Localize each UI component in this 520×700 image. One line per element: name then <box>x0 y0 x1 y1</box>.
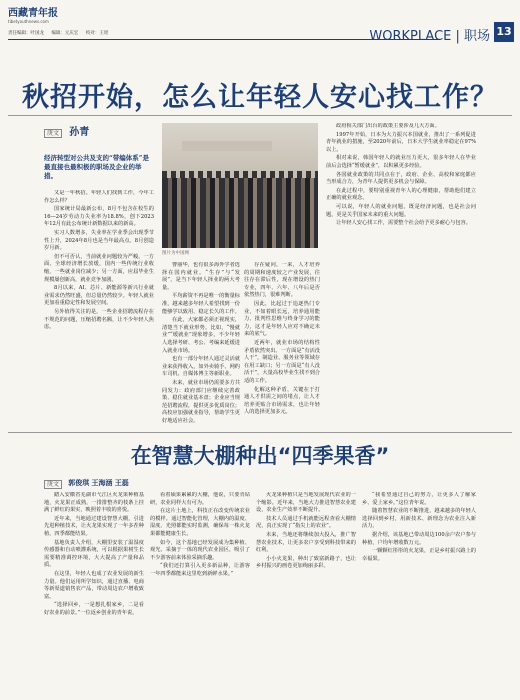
paragraph: 8月以来，AI、芯片、新能源等新兴行业就业需求仍然旺盛，但总量仍然较少。年轻人就业更加看重稳定性和发展空间。 <box>44 285 154 307</box>
paragraph: 在这里，年轻人也成了农业发展的新生力量。他们运用所学知识，通过直播、电商等新渠道销售农产品，带动周边农户增收致富。 <box>44 570 144 600</box>
article1-author: 孙青 <box>69 127 90 138</box>
paragraph: 让年轻人安心找工作，需要整个社会给予更多耐心与包容。 <box>336 220 471 227</box>
article2-author-2: 王海涵 <box>91 479 113 487</box>
paragraph: 近年来，当地通过建设智慧大棚，引进先进种植技术，让火龙果实现了一年多茬种植，四季都能结果。 <box>44 515 144 537</box>
proof-credit: 校对：王瑶 <box>85 31 109 36</box>
paragraph: 一颗颗红彤彤的火龙果，正是乡村振兴路上的幸福果。 <box>362 548 476 562</box>
paragraph: 看着硕果累累的大棚，他说，只要肯钻研，农业同样大有可为。 <box>150 492 250 506</box>
paragraph: 基地负责人介绍，大棚里安装了温湿度传感器和自动喷灌系统，可以根据果树生长需要精准调控环境，大大提高了产量和品质。 <box>44 539 144 569</box>
paragraph: “我们还打算引入更多新品种，让游客一年四季都能来这里吃到新鲜水果。” <box>150 563 250 577</box>
paragraph: 但不可否认，当前就业问题较为严峻。一方面，全球经济增长放缓，国内一些传统行业收缩，一些就业岗位减少；另一方面，应届毕业生规模屡创新高，就业竞争加剧。 <box>44 253 154 283</box>
article2-col3 <box>256 492 356 692</box>
article2-headline: 在智慧大棚种出“四季果香” <box>130 444 390 468</box>
paragraph: 在这片土地上，科技正在改变传统农业的模样。通过智能化管理，大棚内的温度、湿度、光照都能实时监测，确保每一株火龙果都能健康生长。 <box>150 508 250 537</box>
article2-tag: 庚文 <box>44 480 62 489</box>
paragraph: 小小火龙果，种出了致富新路子，也让乡村振兴的画卷更加绚丽多彩。 <box>256 555 356 570</box>
paragraph: “选择回乡，一是想扎根家乡，二是看好农业的前景。”一位返乡创业的青年说。 <box>44 602 144 616</box>
paragraph: 据介绍，该基地已带动周边100余户农户参与种植，户均年增收数万元。 <box>362 531 476 546</box>
paragraph: 因此，比起过于追逐热门专业，不如着眼长远，培养通用能力、批判性思维与终身学习的能力，这才是年轻人应对不确定未来的底气。 <box>244 300 320 338</box>
edition-meta <box>8 30 114 36</box>
article2-author-3: 王磊 <box>114 479 129 487</box>
photo-caption: 图片为中国网 <box>162 251 189 256</box>
paragraph: 火龙果种植只是当地发展现代农业的一个缩影。近年来，当地大力推进智慧农业建设，农业生产效率不断提升。 <box>256 492 356 514</box>
article2-col1 <box>44 492 144 692</box>
newspaper-name: 西藏青年报 <box>8 8 58 19</box>
paragraph: 各国就业政策的共同点在于，政府、企业、高校和家庭都应当形成合力，为青年人提供更多机会与保障。 <box>326 171 476 186</box>
article1-col1 <box>44 190 154 425</box>
paragraph: 曹丽华，也有很多海外学者选择在国内就业。“生存”与“发展”，是当下年轻人择业的两大考量。 <box>162 262 240 291</box>
paragraph: 未来，就业市场仍需要多方共同发力：政府部门应继续完善政策、稳住就业基本盘；企业应当规范招聘流程，提供更多优质岗位；高校应加强就业指导，帮助学生更好地适应社会。 <box>162 379 240 424</box>
paragraph: 1997年开始，日本为大力振兴本国就业，推出了一系列促进青年就业的措施，至2020年前后，日本大学生就业率稳定在97%以上。 <box>326 131 476 153</box>
article2-byline <box>44 478 129 488</box>
article2-author-1: 郭俊琪 <box>68 479 90 487</box>
paragraph: 随着智慧农业的不断推进，越来越多的年轻人选择回到乡村，用新技术、新理念为农业注入新活力。 <box>362 508 476 530</box>
paragraph: 政府相关部门出台的政策主要涉及几大方面。 <box>336 123 440 129</box>
main-headline: 秋招开始，怎么让年轻人安心找工作？ <box>22 82 498 113</box>
article-divider <box>8 432 512 433</box>
paragraph: 也有一部分年轻人通过灵活就业来获得收入，如外卖骑手、网约车司机、自媒体博主等新职业。 <box>162 356 240 378</box>
design-credit: 编辑：元庆宏 <box>51 31 79 36</box>
editor-credit: 责任编辑：叶国龙 <box>8 31 44 36</box>
article1-photo <box>162 123 318 248</box>
newspaper-site: tibetyouthnews.com <box>8 19 49 24</box>
paragraph: 如今，这个基地已经发展成为集种植、观光、采摘于一体的现代农业园区，吸引了不少游客前来体验采摘乐趣。 <box>150 539 250 561</box>
photo-crowd <box>162 178 318 248</box>
masthead <box>8 4 128 24</box>
paragraph: 实习人数增多，失业率在学业季会出现季节性上升，2024年8月也是当年最高点。8月创造岁月新。 <box>44 229 154 252</box>
article1-lede: 经济转型对公共及支的“带编体系”是最直接也最积极的职场及企业的举措。 <box>44 154 149 180</box>
paragraph: 又是一年秋招。年轻人们找到工作，今年工作怎么样？ <box>44 190 154 204</box>
paragraph: 可以说，年轻人的就业问题，既是经济问题，也是社会问题，更是关乎国家未来的重大问题。 <box>326 203 476 218</box>
paragraph: 国家统计局最新公布，8月不包含在校生的16—24岁劳动力失业率为18.8%，创下2023年12月有此公布统计新数据以来的新高。 <box>44 206 154 228</box>
headline-divider <box>8 115 512 116</box>
paragraph: 平均薪资不再是唯一的衡量标准，越来越多年轻人希望找到一份能够学以致用、稳定长久的工作。 <box>162 293 240 315</box>
paragraph: 技术人员通过手机就能远程查看大棚情况，真正实现了“指尖上的农业”。 <box>256 515 356 530</box>
article2-col2 <box>150 492 250 692</box>
article2-col4 <box>362 492 476 692</box>
paragraph: 存在疑问，一来，人才培养的周期和速度较之产业发展，往往存在滞后性，现在增设的热门专业，四年、六年、八年后是否依然热门，很难判断。 <box>244 262 320 299</box>
article1-byline <box>44 123 89 138</box>
paragraph: 近两年，就业市场的结构性矛盾依然突出。一方面是“有活没人干”，制造业、服务业等领域存在用工缺口；另一方面是“有人没活干”，大量高校毕业生找不到合适的工作。 <box>244 339 320 384</box>
article1-col2 <box>162 262 240 425</box>
paragraph: 另外值得关注的是，一些企业招聘流程存在不规范的问题，压缩招聘名额，让不少年轻人焦虑。 <box>44 308 154 331</box>
paragraph: 在此，大家都必须正视现实，清楚当下就业形势。比如，“慢就业”“缓就业”现象增多，不少年轻人选择考研、考公、考编来延缓进入就业市场。 <box>162 317 240 354</box>
article1-col4 <box>326 123 476 425</box>
photo-banner <box>182 141 272 151</box>
section-label: WORKPLACE | 职场 <box>369 29 490 44</box>
paragraph: 化解这种矛盾，关键在于打通人才供需之间的堵点，让人才培养更贴合市场需求，也让年轻人的选择更加多元。 <box>244 386 320 416</box>
paragraph: 相对来说，韩国年轻人的就业压力更大，很多年轻人在毕业前后会选择“暂缓就业”，以积累更多经验。 <box>326 155 476 169</box>
page-number: 13 <box>494 22 514 42</box>
paragraph: 在此过程中，要特别重视青年人的心理健康，帮助他们建立正确的就业观念。 <box>326 187 476 202</box>
article1-tag: 庚文 <box>44 129 62 138</box>
paragraph: “我希望通过自己的努力，让更多人了解家乡、爱上家乡。”这位青年说。 <box>362 492 476 506</box>
article1-col3 <box>244 262 320 425</box>
paragraph: 踏入安徽省芜湖市弋江区火龙果种植基地，火龙果正成熟，一排排整齐的枝条上挂满了鲜红的果实，映照着丰收的喜悦。 <box>44 492 144 514</box>
paragraph: 未来，当地还将继续加大投入，推广智慧农业技术，让更多农户享受到科技带来的红利。 <box>256 531 356 554</box>
